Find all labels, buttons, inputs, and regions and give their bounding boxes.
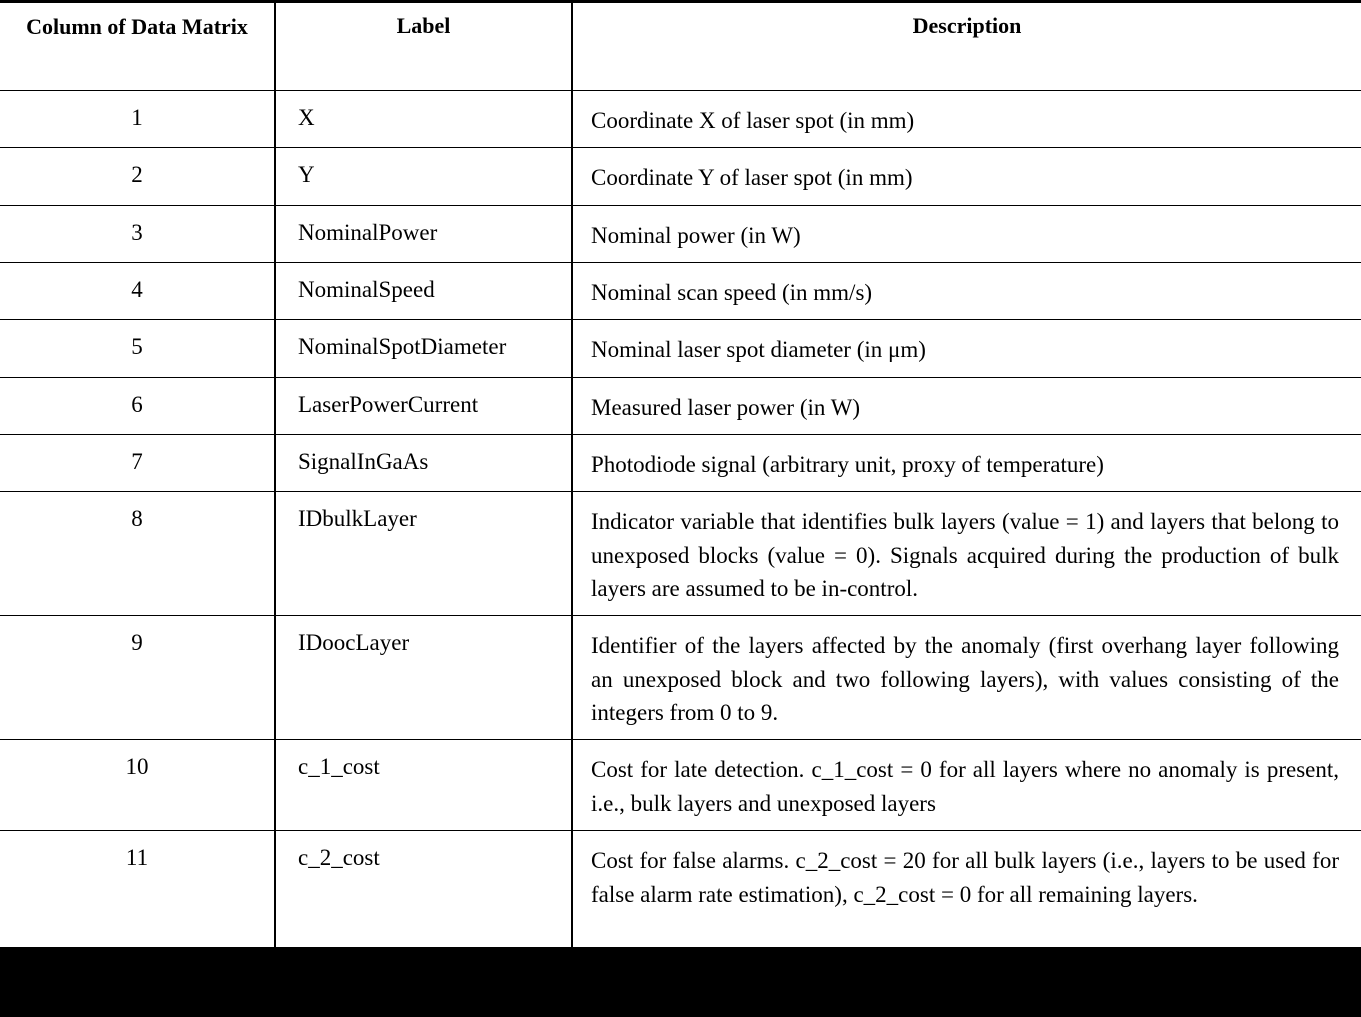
table-row: [0, 377, 1361, 434]
cell-description: Nominal power (in W): [572, 205, 1361, 262]
table-row: [0, 91, 1361, 148]
cell-column-number: 5: [0, 320, 275, 377]
cell-label: X: [275, 91, 572, 148]
table-row: [0, 435, 1361, 492]
cell-column-number: 6: [0, 377, 275, 434]
cell-description: Indicator variable that identifies bulk layers (value = 1) and layers that belong to unexposed blocks (value = 0). Signals acquired during the production of bulk layers are assumed to be in-control.: [572, 492, 1361, 616]
table-row: [0, 492, 1361, 616]
cell-label: NominalPower: [275, 205, 572, 262]
cell-description: Nominal scan speed (in mm/s): [572, 263, 1361, 320]
cell-description: Coordinate Y of laser spot (in mm): [572, 148, 1361, 205]
table-body: [0, 91, 1361, 948]
cell-label: Y: [275, 148, 572, 205]
cell-column-number: 11: [0, 831, 275, 948]
cell-label: LaserPowerCurrent: [275, 377, 572, 434]
cell-description: Cost for late detection. c_1_cost = 0 for all layers where no anomaly is present, i.e., bulk layers and unexposed layers: [572, 740, 1361, 831]
cell-description: Measured laser power (in W): [572, 377, 1361, 434]
cell-description: Photodiode signal (arbitrary unit, proxy of temperature): [572, 435, 1361, 492]
page-bottom-margin: [0, 949, 1361, 1017]
cell-description: Cost for false alarms. c_2_cost = 20 for all bulk layers (i.e., layers to be used for false alarm rate estimation), c_2_cost = 0 for all remaining layers.: [572, 831, 1361, 948]
data-dictionary-table: [0, 2, 1361, 949]
cell-description: Identifier of the layers affected by the anomaly (first overhang layer following an unexposed block and two following layers), with values consisting of the integers from 0 to 9.: [572, 616, 1361, 740]
header-label: Label: [275, 3, 572, 91]
header-description: Description: [572, 3, 1361, 91]
cell-column-number: 7: [0, 435, 275, 492]
table-row: [0, 205, 1361, 262]
cell-label: IDbulkLayer: [275, 492, 572, 616]
cell-column-number: 8: [0, 492, 275, 616]
cell-label: c_2_cost: [275, 831, 572, 948]
table-row: [0, 320, 1361, 377]
cell-label: NominalSpeed: [275, 263, 572, 320]
cell-column-number: 3: [0, 205, 275, 262]
table-row: [0, 148, 1361, 205]
cell-column-number: 10: [0, 740, 275, 831]
cell-column-number: 1: [0, 91, 275, 148]
table-row: [0, 263, 1361, 320]
cell-label: IDoocLayer: [275, 616, 572, 740]
table-row: [0, 616, 1361, 740]
table-row: [0, 831, 1361, 948]
cell-description: Coordinate X of laser spot (in mm): [572, 91, 1361, 148]
cell-label: c_1_cost: [275, 740, 572, 831]
table-row: [0, 740, 1361, 831]
header-column-of-data-matrix: Column of Data Matrix: [0, 3, 275, 91]
cell-column-number: 9: [0, 616, 275, 740]
table-header: [0, 3, 1361, 91]
table-header-row: [0, 3, 1361, 91]
cell-column-number: 4: [0, 263, 275, 320]
cell-label: SignalInGaAs: [275, 435, 572, 492]
cell-description: Nominal laser spot diameter (in μm): [572, 320, 1361, 377]
cell-label: NominalSpotDiameter: [275, 320, 572, 377]
cell-column-number: 2: [0, 148, 275, 205]
